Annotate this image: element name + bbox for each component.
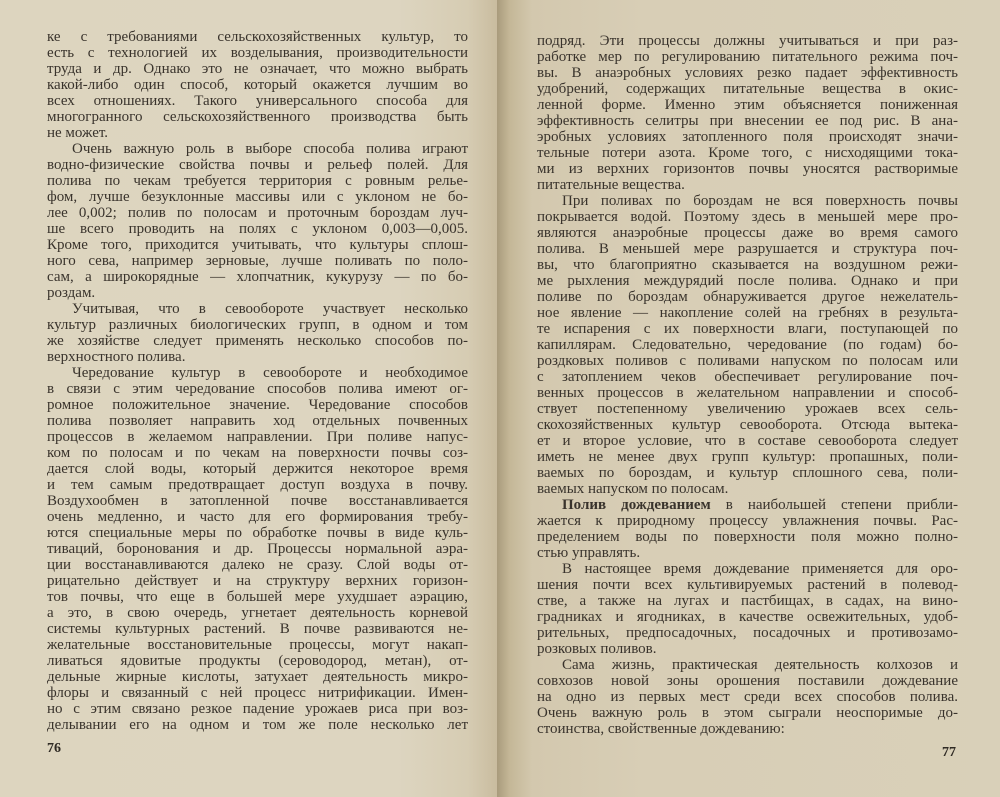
- line-text: фом, лучше безуклонные массивы или с уклоном не бо-: [47, 189, 468, 205]
- page-text: [537, 33, 958, 737]
- page-number: 76: [47, 741, 61, 756]
- text-line: [47, 253, 468, 269]
- text-line: [47, 189, 468, 205]
- line-text: не может.: [47, 125, 109, 141]
- text-line: [537, 225, 958, 241]
- line-text: стоинства, свойственные дождеванию:: [537, 721, 785, 737]
- line-text: какой-либо один способ, который окажется лучшим во: [47, 77, 468, 93]
- line-text: водно-физические свойства почвы и рельеф полей. Для: [47, 157, 468, 173]
- text-line: [537, 289, 958, 305]
- line-text: стве, а также на лугах и пастбищах, в садах, на вино-: [537, 593, 958, 609]
- text-line: [47, 477, 468, 493]
- text-line: [537, 529, 958, 545]
- text-line: [47, 205, 468, 221]
- line-text: ме рыхления междурядий после полива. Однако и при: [537, 273, 958, 289]
- text-line: [537, 241, 958, 257]
- line-text: те испарения с их поверхности влаги, поступающей по: [537, 321, 958, 337]
- text-line: [537, 561, 958, 577]
- text-line: [47, 429, 468, 445]
- text-line: [537, 625, 958, 641]
- line-text: ше всего проводить на полях с уклоном 0,003—0,005.: [47, 221, 468, 237]
- line-text: поливе по бороздам обнаруживается другое нежелатель-: [537, 289, 958, 305]
- text-line: [47, 413, 468, 429]
- line-text: Очень важную роль в этом сыграли неоспоримые до-: [537, 705, 958, 721]
- line-text: роздам.: [47, 285, 96, 301]
- text-line: [47, 29, 468, 45]
- text-line: [47, 701, 468, 717]
- text-line: [47, 317, 468, 333]
- line-text: ленной форме. Именно этим объясняется пониженная: [537, 97, 958, 113]
- line-text: желательные восстановительные процессы, могут накап-: [47, 637, 468, 653]
- text-line: [47, 221, 468, 237]
- line-text: ствует постепенному увеличению урожаев всех сель-: [537, 401, 958, 417]
- line-text: роздковых поливов с поливами напуском по полосам или: [537, 353, 958, 369]
- text-line: [47, 573, 468, 589]
- line-text: ции восстанавливаются далеко не сразу. Слой воды от-: [47, 557, 468, 573]
- line-text: покрывается водой. Поэтому здесь в меньшей мере про-: [537, 209, 958, 225]
- line-text: ке с требованиями сельскохозяйственных культур, то: [47, 29, 468, 45]
- text-line: [47, 653, 468, 669]
- text-line: [537, 497, 958, 513]
- text-line: [47, 557, 468, 573]
- line-text: ного сева, например зерновые, лучше поливать по поло-: [47, 253, 468, 269]
- text-line: [537, 273, 958, 289]
- line-text: в наибольшей степени прибли-: [710, 497, 958, 513]
- line-text: верхностного полива.: [47, 349, 186, 365]
- line-text: венных процессов в желательном направлении и способ-: [537, 385, 958, 401]
- line-text: ваемых напуском по полосам.: [537, 481, 729, 497]
- bold-term: Полив дождеванием: [562, 497, 711, 513]
- line-text: рительных, предпосадочных, посадочных и противозамо-: [537, 625, 958, 641]
- text-line: [537, 433, 958, 449]
- text-line: [47, 61, 468, 77]
- line-text: ваемых по бороздам, и культур сплошного сева, поли-: [537, 465, 958, 481]
- text-line: [537, 193, 958, 209]
- line-text: ное явление — накопление солей на гребнях в результа-: [537, 305, 958, 321]
- text-line: [47, 669, 468, 685]
- text-line: [47, 349, 468, 365]
- line-text: ми из верхних горизонтов почвы уносятся растворимые: [537, 161, 958, 177]
- text-line: [47, 381, 468, 397]
- text-line: [47, 365, 468, 381]
- text-line: [47, 141, 468, 157]
- line-text: Кроме того, приходится учитывать, что культуры сплош-: [47, 237, 468, 253]
- line-text: тов почвы, что еще в большей мере ухудшает аэрацию,: [47, 589, 468, 605]
- line-text: работке мер по регулированию питательного режима поч-: [537, 49, 958, 65]
- line-text: очень медленно, и часто для его формирования требу-: [47, 509, 468, 525]
- text-line: [47, 397, 468, 413]
- line-text: но с этим связано резкое падение урожаев риса при воз-: [47, 701, 468, 717]
- line-text: скохозяйственных культур севооборота. Отсюда вытека-: [537, 417, 958, 433]
- text-line: [47, 109, 468, 125]
- line-text: ком по полосам и по чекам на поверхности почвы соз-: [47, 445, 468, 461]
- line-text: рицательно действует и на структуру верхних горизон-: [47, 573, 468, 589]
- line-text: а это, в свою очередь, угнетает деятельность корневой: [47, 605, 468, 621]
- page-number: 77: [942, 745, 956, 760]
- text-line: [47, 605, 468, 621]
- text-line: [537, 689, 958, 705]
- text-line: [47, 237, 468, 253]
- line-text: же хозяйстве следует применять несколько способов по-: [47, 333, 468, 349]
- text-line: [47, 445, 468, 461]
- line-text: есть с технологией их возделывания, производительности: [47, 45, 468, 61]
- line-text: эробных условиях затопленного поля происходят значи-: [537, 129, 958, 145]
- text-line: [537, 673, 958, 689]
- line-text: сам, а широкорядные — хлопчатник, кукурузу — по бо-: [47, 269, 468, 285]
- line-text: ливаться ядовитые продукты (сероводород, метан), от-: [47, 653, 468, 669]
- text-line: [47, 621, 468, 637]
- text-line: [537, 481, 958, 497]
- text-line: [47, 333, 468, 349]
- text-line: [537, 385, 958, 401]
- text-line: [537, 593, 958, 609]
- line-text: полива по чекам требуется территория с ровным релье-: [47, 173, 468, 189]
- line-text: Воздухообмен в затопленной почве восстанавливается: [47, 493, 468, 509]
- text-line: [537, 65, 958, 81]
- right-page: [497, 0, 1000, 797]
- text-line: [537, 129, 958, 145]
- line-text: Чередование культур в севообороте и необходимое: [72, 365, 468, 381]
- line-text: дельные жирные кислоты, затухает деятельность микро-: [47, 669, 468, 685]
- line-text: всех отношениях. Такого универсального способа для: [47, 93, 468, 109]
- text-line: [537, 577, 958, 593]
- text-line: [47, 637, 468, 653]
- line-text: труда и др. Однако это не означает, что можно выбрать: [47, 61, 468, 77]
- line-text: вы. В анаэробных условиях резко падает эффективность: [537, 65, 958, 81]
- line-text: ет и второе условие, что в составе севооборота следует: [537, 433, 958, 449]
- line-text: тиваций, боронования и др. Процессы нормальной аэра-: [47, 541, 468, 557]
- line-text: культур различных биологических групп, в одном и том: [47, 317, 468, 333]
- text-line: [537, 321, 958, 337]
- line-text: пределением воды по поверхности поля можно полно-: [537, 529, 958, 545]
- text-line: [537, 721, 958, 737]
- text-line: [537, 97, 958, 113]
- text-line: [47, 77, 468, 93]
- text-line: [537, 337, 958, 353]
- text-line: [537, 513, 958, 529]
- text-line: [47, 493, 468, 509]
- text-line: [47, 541, 468, 557]
- line-text: полива позволяет направить ход отдельных почвенных: [47, 413, 468, 429]
- text-line: [47, 125, 468, 141]
- text-line: [47, 685, 468, 701]
- left-page: [0, 0, 497, 797]
- text-line: [537, 49, 958, 65]
- text-line: [537, 417, 958, 433]
- line-text: системы культурных растений. В почве развиваются не-: [47, 621, 468, 637]
- text-line: [537, 257, 958, 273]
- line-text: Сама жизнь, практическая деятельность колхозов и: [562, 657, 958, 673]
- text-line: [537, 449, 958, 465]
- text-line: [537, 609, 958, 625]
- line-text: ромное положительное значение. Чередование способов: [47, 397, 468, 413]
- line-text: дается слой воды, который держится некоторое время: [47, 461, 468, 477]
- page-text: [47, 29, 468, 733]
- line-text: эффективность селитры при внесении ее под рис. В ана-: [537, 113, 958, 129]
- text-line: [537, 33, 958, 49]
- line-text: вы, что благоприятно сказывается на воздушном режи-: [537, 257, 958, 273]
- text-line: [47, 717, 468, 733]
- line-text: с затоплением чеков обеспечивает регулирование поч-: [537, 369, 958, 385]
- line-text: При поливах по бороздам не вся поверхность почвы: [562, 193, 958, 209]
- text-line: [537, 305, 958, 321]
- line-text: полива. В меньшей мере разрушается и структура поч-: [537, 241, 958, 257]
- text-line: [47, 509, 468, 525]
- line-text: и тем самым предотвращает доступ воздуха в почву.: [47, 477, 468, 493]
- line-text: иметь не менее двух групп культур: пропашных, поли-: [537, 449, 958, 465]
- text-line: [537, 81, 958, 97]
- line-text: Очень важную роль в выборе способа полива играют: [72, 141, 468, 157]
- line-text: питательные вещества.: [537, 177, 685, 193]
- text-line: [537, 545, 958, 561]
- text-line: [537, 401, 958, 417]
- text-line: [47, 525, 468, 541]
- line-text: тельные потери азота. Кроме того, с нисходящими тока-: [537, 145, 958, 161]
- text-line: [537, 657, 958, 673]
- text-line: [537, 465, 958, 481]
- line-text: делывании его на одном и том же поле несколько лет: [47, 717, 468, 733]
- line-text: градниках и ягодниках, в качестве освежительных, удоб-: [537, 609, 958, 625]
- line-text: жается к природному процессу увлажнения почвы. Рас-: [537, 513, 958, 529]
- text-line: [537, 353, 958, 369]
- text-line: [47, 269, 468, 285]
- text-line: [47, 45, 468, 61]
- line-text: процессов в желаемом направлении. При поливе напус-: [47, 429, 468, 445]
- line-text: стью управлять.: [537, 545, 641, 561]
- text-line: [537, 209, 958, 225]
- text-line: [47, 589, 468, 605]
- line-text: розковых поливов.: [537, 641, 657, 657]
- text-line: [47, 461, 468, 477]
- text-line: [47, 93, 468, 109]
- text-line: [537, 145, 958, 161]
- line-text: флоры и связанный с ней процесс нитрификации. Имен-: [47, 685, 468, 701]
- line-text: В настоящее время дождевание применяется для оро-: [562, 561, 958, 577]
- line-text: совхозов новой зоны орошения поставили дождевание: [537, 673, 958, 689]
- line-text: шения почти всех культивируемых растений в полевод-: [537, 577, 958, 593]
- text-line: [537, 113, 958, 129]
- text-line: [537, 705, 958, 721]
- line-text: на одно из первых мест среди всех способов полива.: [537, 689, 958, 705]
- line-text: лее 0,002; полив по полосам и проточным бороздам луч-: [47, 205, 468, 221]
- line-text: подряд. Эти процессы должны учитываться и при раз-: [537, 33, 958, 49]
- text-line: [47, 301, 468, 317]
- text-line: [47, 285, 468, 301]
- line-text: Учитывая, что в севообороте участвует несколько: [72, 301, 468, 317]
- text-line: [537, 369, 958, 385]
- line-text: многогранного сельскохозяйственного производства быть: [47, 109, 468, 125]
- line-text: капиллярам. Следовательно, чередование (по годам) бо-: [537, 337, 958, 353]
- text-line: [47, 157, 468, 173]
- text-line: [537, 177, 958, 193]
- text-line: [47, 173, 468, 189]
- text-line: [537, 161, 958, 177]
- line-text: ются специальные меры по обработке почвы в виде куль-: [47, 525, 468, 541]
- line-text: являются анаэробные процессы даже во время самого: [537, 225, 958, 241]
- line-text: в связи с этим чередование способов полива имеют ог-: [47, 381, 468, 397]
- text-line: [537, 641, 958, 657]
- line-text: удобрений, содержащих питательные вещества в окис-: [537, 81, 958, 97]
